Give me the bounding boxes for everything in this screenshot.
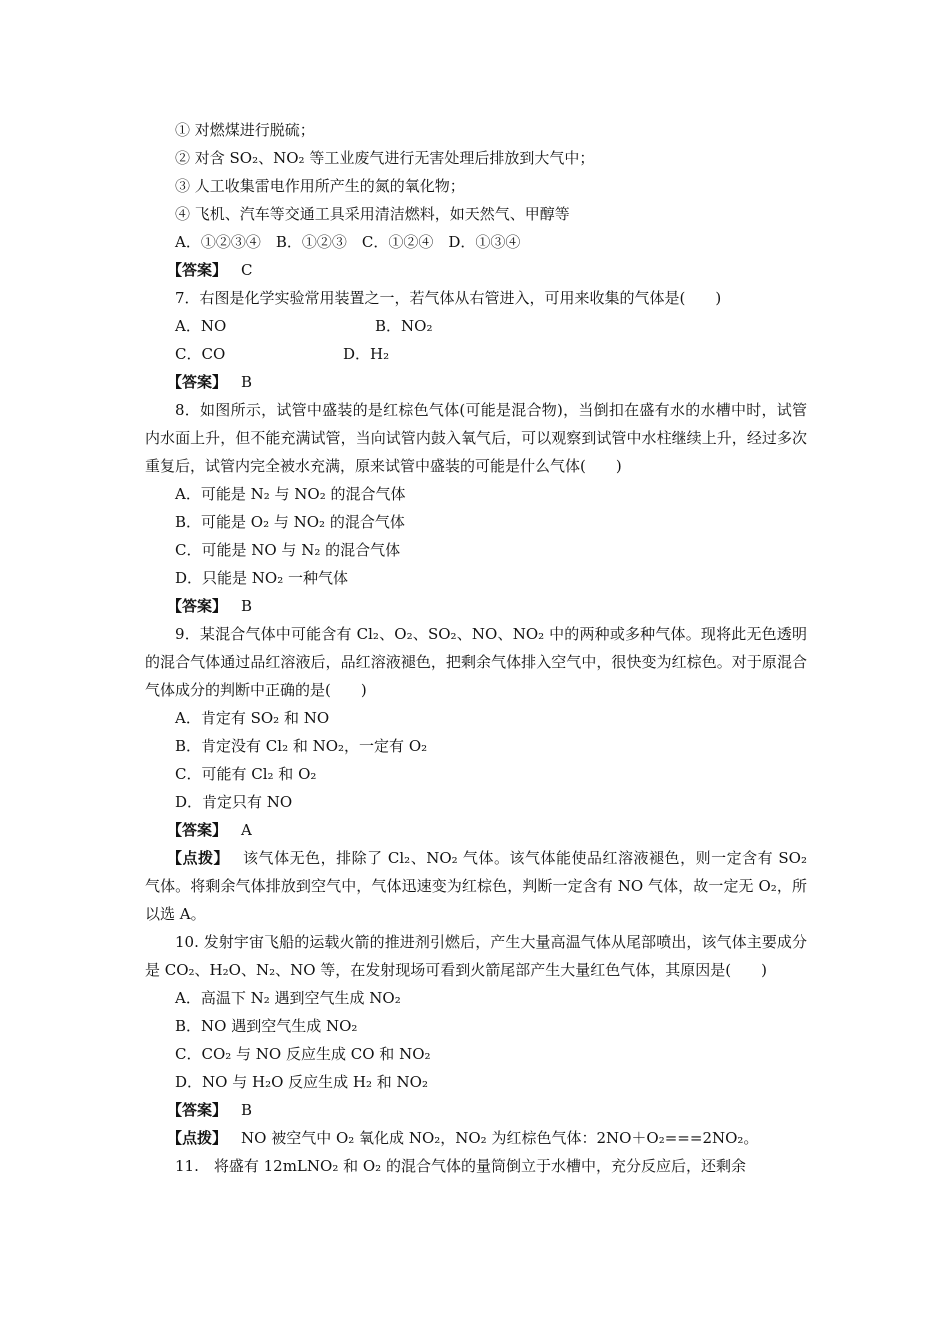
q9-option-d: D．肯定只有 NO (175, 793, 293, 811)
q7-options-row-1 (145, 312, 807, 340)
q7-option-a: A．NO (175, 317, 227, 335)
answer-value: B (241, 373, 253, 391)
hint-text: 该气体无色，排除了 Cl₂、NO₂ 气体。该气体能使品红溶液褪色，则一定含有 SO₂ 气体。将剩余气体排放到空气中，气体迅速变为红棕色，判断一定含有 NO 气体，故一定无 O₂，所以选 A。 (145, 849, 807, 923)
q10-option-c: C．CO₂ 与 NO 反应生成 CO 和 NO₂ (175, 1045, 431, 1063)
q9-answer-line (145, 816, 807, 844)
answer-label: 【答案】 (167, 597, 228, 615)
q10-answer-line (145, 1096, 807, 1124)
q10-hint (145, 1124, 807, 1152)
q6-item-2: ② 对含 SO₂、NO₂ 等工业废气进行无害处理后排放到大气中； (175, 149, 595, 167)
answer-value: A (241, 821, 252, 839)
answer-value: B (241, 1101, 253, 1119)
q11-stem: 11. 将盛有 12mLNO₂ 和 O₂ 的混合气体的量筒倒立于水槽中，充分反应后，还剩余 (175, 1157, 746, 1175)
q10-stem: 10. 发射宇宙飞船的运载火箭的推进剂引燃后，产生大量高温气体从尾部喷出，该气体主要成分是 CO₂、H₂O、N₂、NO 等，在发射现场可看到火箭尾部产生大量红色气体，其原因是( ) (145, 933, 807, 979)
q7-option-d: D．H₂ (343, 345, 390, 363)
q6-options: A．①②③④ B．①②③ C．①②④ D．①③④ (175, 233, 521, 251)
q9-option-c: C．可能有 Cl₂ 和 O₂ (175, 765, 317, 783)
hint-label: 【点拨】 (167, 849, 230, 867)
q7-options-row-2 (145, 340, 807, 368)
q6-answer-line (145, 256, 807, 284)
answer-value: B (241, 597, 253, 615)
q8-option-d: D．只能是 NO₂ 一种气体 (175, 569, 348, 587)
q10-option-a: A．高温下 N₂ 遇到空气生成 NO₂ (175, 989, 401, 1007)
q7-stem: 7．右图是化学实验常用装置之一，若气体从右管进入，可用来收集的气体是( ) (175, 289, 722, 307)
q9-stem: 9．某混合气体中可能含有 Cl₂、O₂、SO₂、NO、NO₂ 中的两种或多种气体。现将此无色透明的混合气体通过品红溶液后，品红溶液褪色，把剩余气体排入空气中，很快变为红棕色。对于原混合气体成分的判断中正确的是( ) (145, 625, 807, 699)
hint-text: NO 被空气中 O₂ 氧化成 NO₂，NO₂ 为红棕色气体：2NO＋O₂===2NO₂。 (241, 1129, 759, 1147)
q7-option-b: B．NO₂ (375, 317, 433, 335)
q8-option-c: C．可能是 NO 与 N₂ 的混合气体 (175, 541, 401, 559)
q9-option-a: A．肯定有 SO₂ 和 NO (175, 709, 330, 727)
q8-option-b: B．可能是 O₂ 与 NO₂ 的混合气体 (175, 513, 405, 531)
q8-answer-line (145, 592, 807, 620)
answer-label: 【答案】 (167, 261, 228, 279)
answer-label: 【答案】 (167, 373, 228, 391)
hint-label: 【点拨】 (167, 1129, 228, 1147)
q6-item-1: ① 对燃煤进行脱硫； (175, 121, 315, 139)
q9-option-b: B．肯定没有 Cl₂ 和 NO₂，一定有 O₂ (175, 737, 428, 755)
q7-option-c: C．CO (175, 345, 226, 363)
answer-value: C (241, 261, 253, 279)
answer-label: 【答案】 (167, 1101, 228, 1119)
document-page (145, 116, 807, 1180)
q9-hint (145, 844, 807, 928)
q10-option-b: B．NO 遇到空气生成 NO₂ (175, 1017, 358, 1035)
q10-option-d: D．NO 与 H₂O 反应生成 H₂ 和 NO₂ (175, 1073, 428, 1091)
answer-label: 【答案】 (167, 821, 228, 839)
q8-stem: 8．如图所示，试管中盛装的是红棕色气体(可能是混合物)，当倒扣在盛有水的水槽中时，试管内水面上升，但不能充满试管，当向试管内鼓入氧气后，可以观察到试管中水柱继续上升，经过多次重复后，试管内完全被水充满，原来试管中盛装的可能是什么气体( ) (145, 401, 807, 475)
q8-option-a: A．可能是 N₂ 与 NO₂ 的混合气体 (175, 485, 406, 503)
q6-item-3: ③ 人工收集雷电作用所产生的氮的氧化物； (175, 177, 465, 195)
q6-item-4: ④ 飞机、汽车等交通工具采用清洁燃料，如天然气、甲醇等 (175, 205, 570, 223)
q7-answer-line (145, 368, 807, 396)
